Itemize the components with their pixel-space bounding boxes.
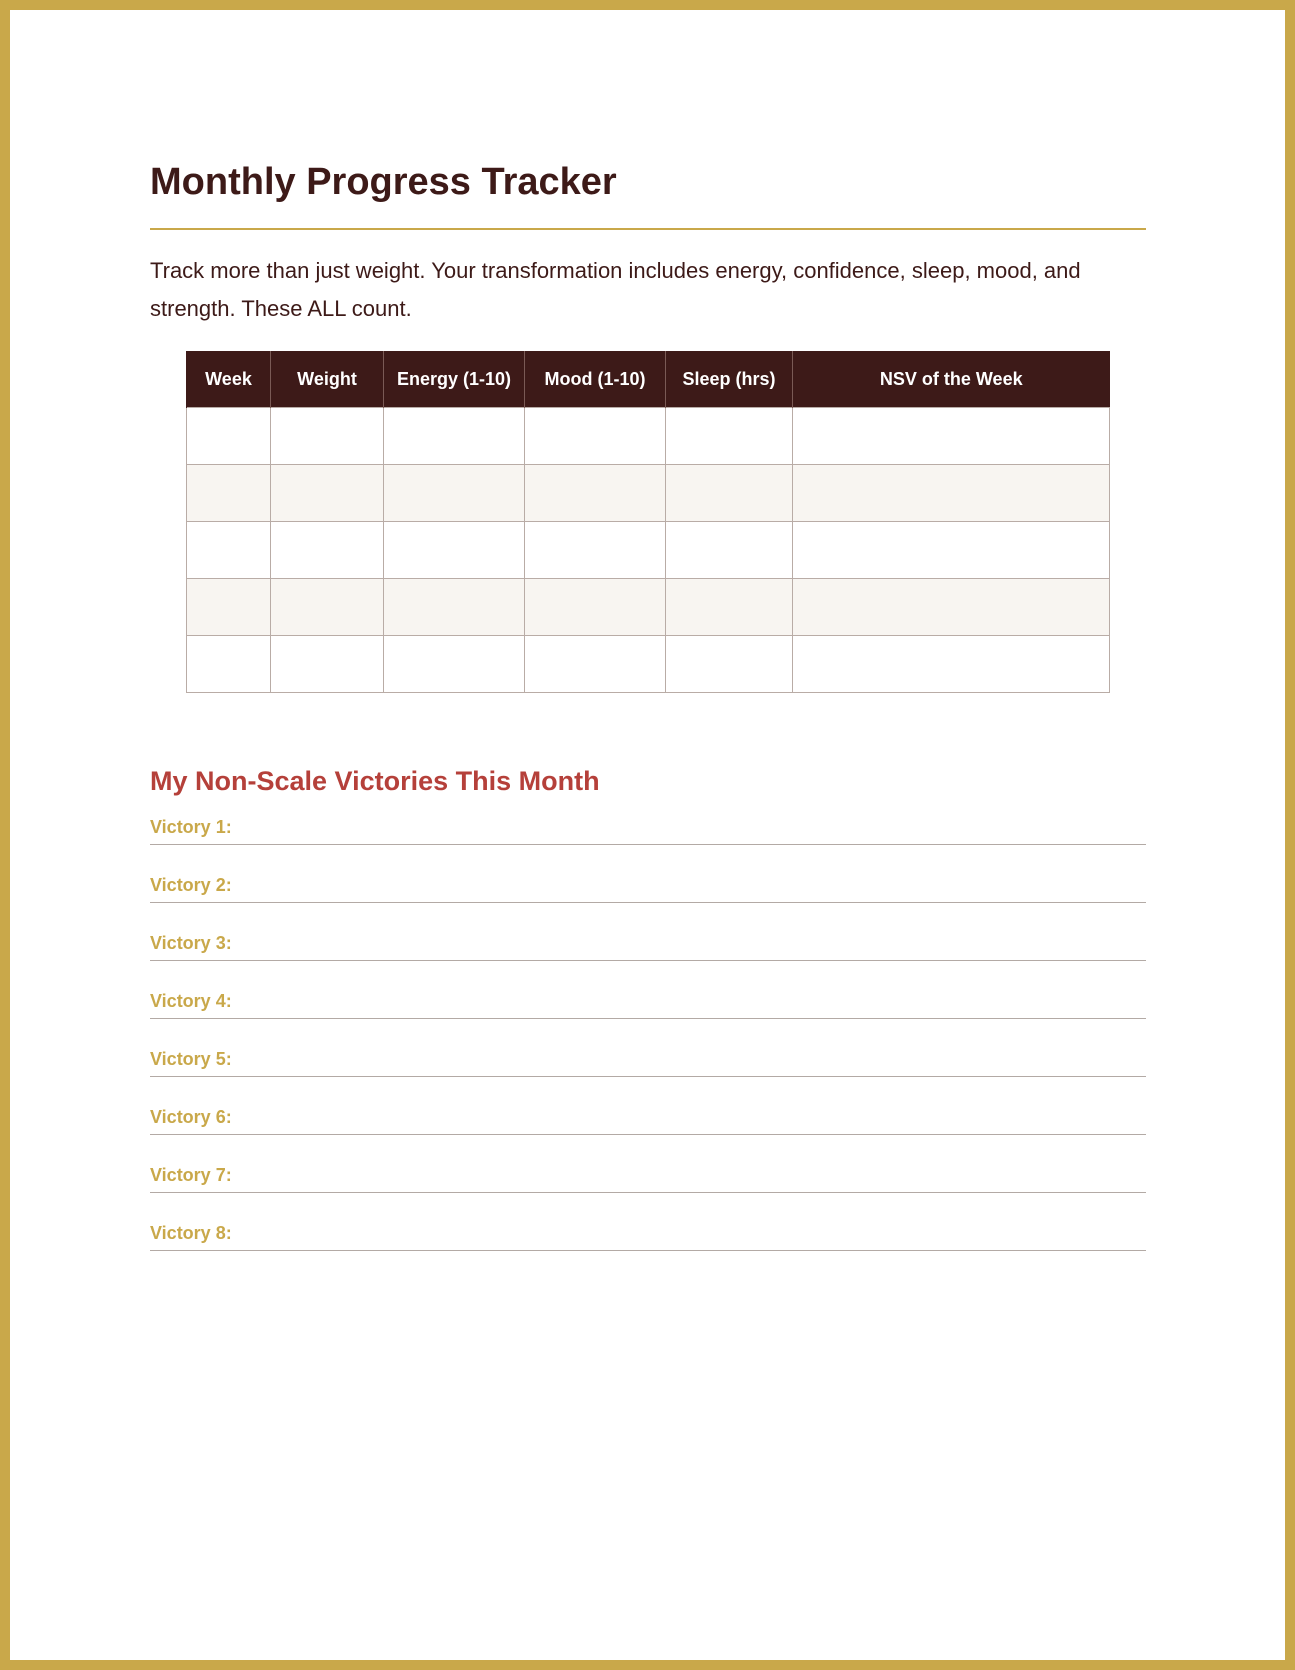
table-cell[interactable]	[525, 579, 666, 636]
victory-label: Victory 5:	[150, 1049, 232, 1069]
intro-text: Track more than just weight. Your transformation includes energy, confidence, sleep, mood, and strength. These ALL count.	[150, 258, 1081, 321]
header-mood: Mood (1-10)	[525, 351, 666, 408]
table-cell[interactable]	[271, 408, 384, 465]
table-cell[interactable]	[187, 408, 271, 465]
victory-line-2[interactable]	[150, 845, 1146, 903]
table-cell[interactable]	[525, 465, 666, 522]
header-weight: Weight	[271, 351, 384, 408]
victory-line-8[interactable]	[150, 1193, 1146, 1251]
victory-label: Victory 7:	[150, 1165, 232, 1185]
table-cell[interactable]	[666, 465, 793, 522]
header-energy: Energy (1-10)	[384, 351, 525, 408]
table-cell[interactable]	[384, 579, 525, 636]
table-cell[interactable]	[271, 579, 384, 636]
table-cell[interactable]	[271, 465, 384, 522]
table-header-row	[187, 351, 1110, 408]
victories-heading: My Non-Scale Victories This Month	[150, 766, 600, 796]
page-title: Monthly Progress Tracker	[150, 161, 617, 203]
table-row	[187, 636, 1110, 693]
table-cell[interactable]	[384, 636, 525, 693]
victory-line-6[interactable]	[150, 1077, 1146, 1135]
table-cell[interactable]	[384, 465, 525, 522]
victory-line-3[interactable]	[150, 903, 1146, 961]
table-row	[187, 522, 1110, 579]
table-cell[interactable]	[271, 522, 384, 579]
table-cell[interactable]	[793, 465, 1110, 522]
table-cell[interactable]	[187, 579, 271, 636]
victory-line-5[interactable]	[150, 1019, 1146, 1077]
victories-list	[150, 799, 1146, 1251]
table-cell[interactable]	[187, 636, 271, 693]
table-cell[interactable]	[793, 408, 1110, 465]
table-cell[interactable]	[525, 522, 666, 579]
victory-label: Victory 1:	[150, 817, 232, 837]
victory-line-4[interactable]	[150, 961, 1146, 1019]
table-row	[187, 579, 1110, 636]
header-nsv: NSV of the Week	[793, 351, 1110, 408]
victory-line-1[interactable]	[150, 799, 1146, 845]
progress-table	[186, 351, 1110, 693]
table-cell[interactable]	[666, 636, 793, 693]
table-cell[interactable]	[187, 465, 271, 522]
victory-label: Victory 2:	[150, 875, 232, 895]
table-cell[interactable]	[384, 408, 525, 465]
table-cell[interactable]	[793, 636, 1110, 693]
table-row	[187, 408, 1110, 465]
victory-label: Victory 3:	[150, 933, 232, 953]
victory-label: Victory 8:	[150, 1223, 232, 1243]
table-cell[interactable]	[384, 522, 525, 579]
table-cell[interactable]	[271, 636, 384, 693]
table-cell[interactable]	[793, 522, 1110, 579]
table-cell[interactable]	[793, 579, 1110, 636]
table-cell[interactable]	[666, 579, 793, 636]
victory-line-7[interactable]	[150, 1135, 1146, 1193]
table-cell[interactable]	[525, 636, 666, 693]
header-sleep: Sleep (hrs)	[666, 351, 793, 408]
table-cell[interactable]	[666, 522, 793, 579]
table-cell[interactable]	[525, 408, 666, 465]
table-cell[interactable]	[666, 408, 793, 465]
table-cell[interactable]	[187, 522, 271, 579]
content	[150, 158, 1146, 1251]
victory-label: Victory 4:	[150, 991, 232, 1011]
title-divider	[150, 228, 1146, 230]
victory-label: Victory 6:	[150, 1107, 232, 1127]
header-week: Week	[187, 351, 271, 408]
table-row	[187, 465, 1110, 522]
